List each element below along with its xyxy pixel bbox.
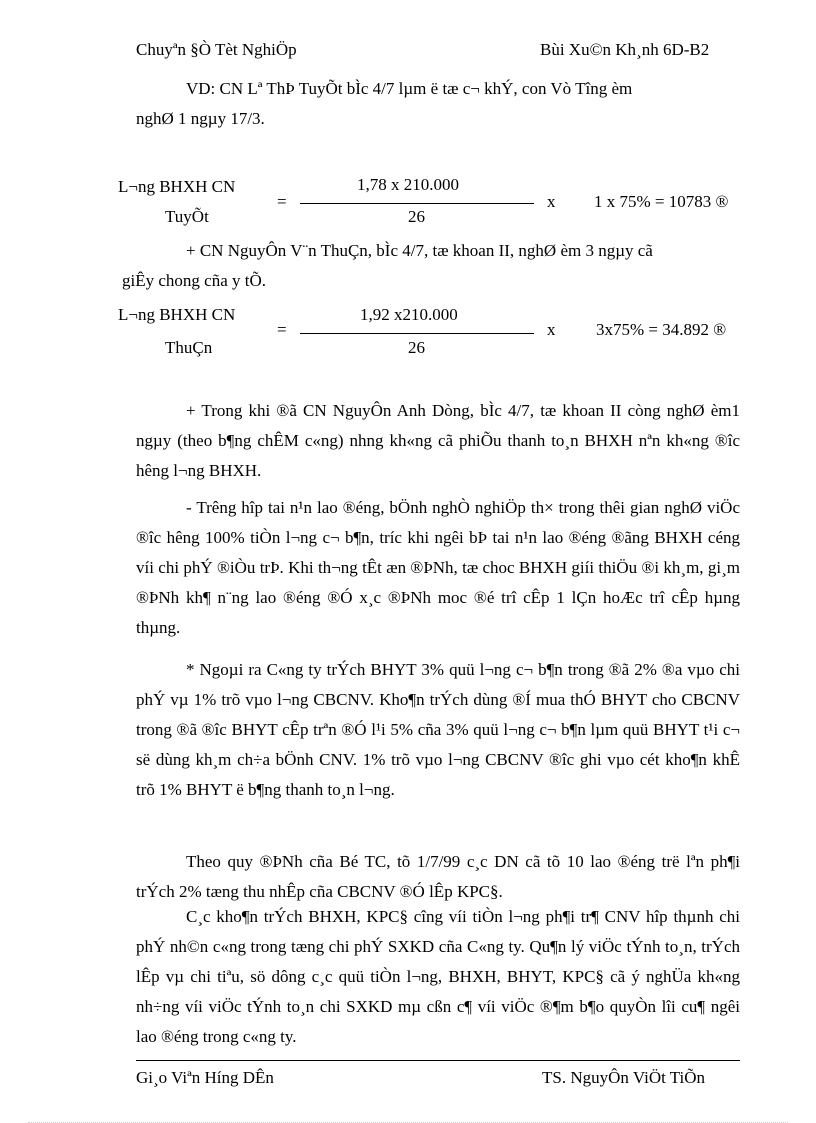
formula-2-denominator: 26 <box>408 338 425 357</box>
mid-line-1: + CN NguyÔn V¨n ThuÇn, bÌc 4/7, tæ khoan II, nghØ èm 3 ngµy cã <box>186 241 653 260</box>
formula-1-numerator: 1,78 x 210.000 <box>357 175 459 194</box>
formula-2-result: 3x75% = 34.892 ® <box>596 320 727 339</box>
mid-paragraph <box>122 236 740 296</box>
formula-1-label-line1: L¬ng BHXH CN <box>118 177 236 196</box>
footer-left-advisor: Gi¸o Viªn Híng DÊn <box>136 1068 274 1087</box>
formula-1-times: x <box>547 192 556 211</box>
footer-divider <box>136 1060 740 1061</box>
formula-2-equals: = <box>277 320 287 339</box>
formula-1-result: 1 x 75% = 10783 ® <box>594 192 729 211</box>
example-paragraph <box>136 74 740 134</box>
example-line-1: VD: CN Lª ThÞ TuyÕt bÌc 4/7 lµm ë tæ c¬ khÝ, con Vò Tîng èm <box>186 79 633 98</box>
body-paragraph-5: C¸c kho¶n trÝch BHXH, KPC§ cîng víi tiÒn l¬ng ph¶i tr¶ CNV hîp thµnh chi phÝ nh©n c«ng trong tæng chi phÝ SXKD cña C«ng ty. Qu¶n lý viÖc tÝnh to¸n, trÝch lÊp vµ chi tiªu, sö dông c¸c quü tiÒn l¬ng, BHXH, BHYT, KPC§ cã ý nghÜa kh«ng nh÷ng víi viÖc tÝnh to¸n chi SXKD mµ cßn c¶ víi viÖc ®¶m b¶o quyÒn lîi cu¶ ngêi lao ®éng trong c«ng ty. <box>136 907 740 1046</box>
header-right-author: Bùi Xu©n Kh¸nh 6D-B2 <box>540 40 710 59</box>
body-paragraph-4: Theo quy ®ÞNh cña Bé TC, tõ 1/7/99 c¸c DN cã tõ 10 lao ®éng trë lªn ph¶i trÝch 2% tæng thu nhÊp cña CBCNV ®Ó lÊp KPC§. <box>136 852 740 901</box>
formula-1-label-line2: TuyÕt <box>165 207 209 226</box>
formula-1-fraction-bar <box>300 203 534 204</box>
formula-2-label-line1: L¬ng BHXH CN <box>118 305 236 324</box>
body-paragraph-1: + Trong khi ®ã CN NguyÔn Anh Dòng, bÌc 4/7, tæ khoan II còng nghØ èm1 ngµy (theo b¶ng chÊM c«ng) nhng kh«ng cã phiÕu thanh to¸n BHXH nªn kh«ng ®îc hêng l¬ng BHXH. <box>136 401 740 480</box>
mid-line-2: giÊy chong cña y tÕ. <box>122 271 266 290</box>
body-paragraph-3: * Ngoµi ra C«ng ty trÝch BHYT 3% quü l¬ng c¬ b¶n trong ®ã 2% ®a vµo chi phÝ vµ 1% trõ vµo l¬ng CBCNV. Kho¶n trÝch dùng ®Í mua thÓ BHYT cho CBCNV trong ®ã ®îc BHYT cÊp trªn ®Ó l¹i 5% cña 3% quü l¬ng c¬ b¶n lµm quü BHYT t¹i c¬ së dùng kh¸m ch÷a bÖnh CNV. 1% trõ vµo l¬ng CBCNV ®îc ghi vµo cét kho¶n khÊ trõ 1% BHYT ë b¶ng thanh to¸n l¬ng. <box>136 660 740 799</box>
body-paragraph-2: - Trêng hîp tai n¹n lao ®éng, bÖnh nghÒ nghiÖp th× trong thêi gian nghØ viÖc ®îc hêng 100% tiÒn l¬ng c¬ b¶n, tríc khi ngêi bÞ tai n¹n lao ®éng ®ãng BHXH céng víi chi phÝ ®iÒu trÞ. Khi th¬ng tÊt æn ®ÞNh, tæ choc BHXH giíi thiÖu ®i kh¸m, gi¸m ®ÞNh kh¶ n¨ng lao ®éng ®Ó x¸c ®ÞNh moc ®é trî cÊp 1 lÇn hoÆc trî cÊp hµng thµng. <box>136 498 740 637</box>
formula-2-numerator: 1,92 x210.000 <box>360 305 458 324</box>
example-line-2: nghØ 1 ngµy 17/3. <box>136 109 265 128</box>
formula-2-times: x <box>547 320 556 339</box>
formula-2-label-line2: ThuÇn <box>165 338 213 357</box>
header-left-title: Chuyªn §Ò Tèt NghiÖp <box>136 40 297 59</box>
formula-1-denominator: 26 <box>408 207 425 226</box>
formula-1-equals: = <box>277 192 287 211</box>
footer-right-name: TS. NguyÔn ViÖt TiÕn <box>542 1068 706 1087</box>
formula-2-fraction-bar <box>300 333 534 334</box>
